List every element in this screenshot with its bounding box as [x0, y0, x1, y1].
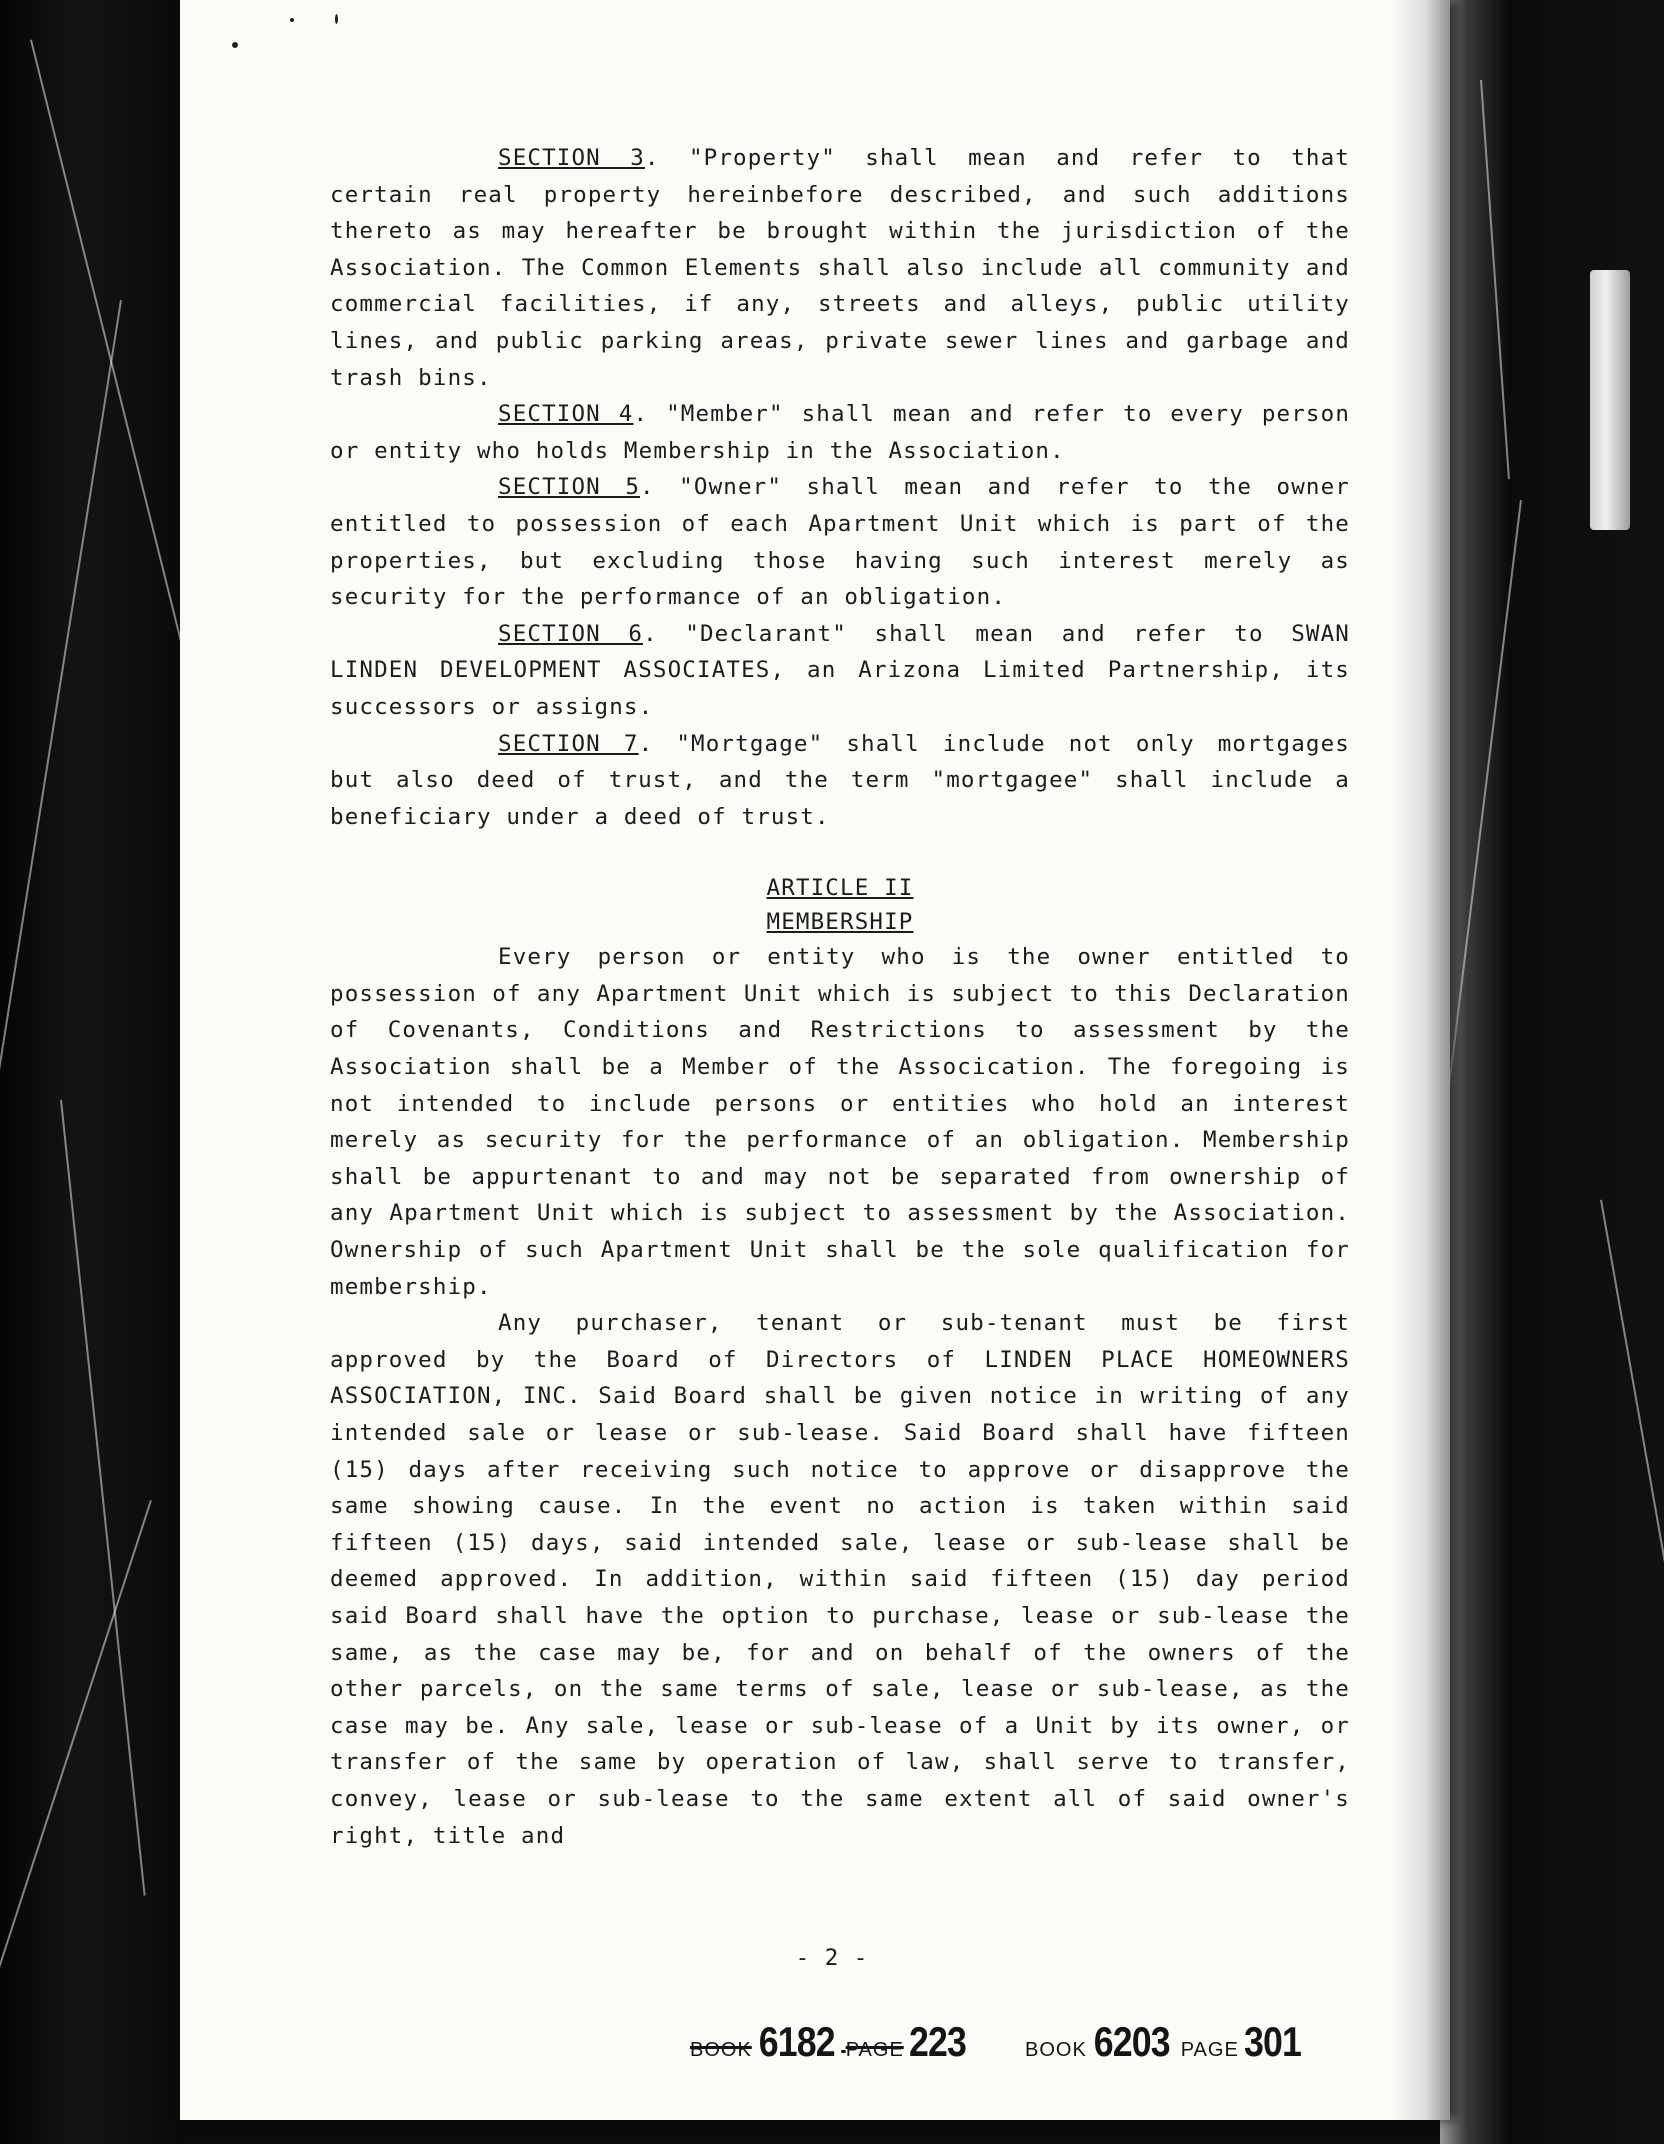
article-paragraph: Any purchaser, tenant or sub-tenant must be first approved by the Board of Directors of LINDEN PLACE HOMEOWNERS ASSOCIATION, INC. Said Board shall be given notice in writing of any intended sale or lease or sub-lease. Said Board shall have fifteen (15) days after receiving such notice to approve or disapprove the same showing cause. In the event no action is taken within said fifteen (15) days, said intended sale, lease or sub-lease shall be deemed approved. In addition, within said fifteen (15) day period said Board shall have the option to purchase, lease or sub-lease the same, as the case may be, for and on behalf of the owners of the other parcels, on the same terms of sale, lease or sub-lease, as the case may be. Any sale, lease or sub-lease of a Unit by its owner, or transfer of the same by operation of law, shall serve to transfer, convey, lease or sub-lease to the same extent all of said owner's right, title and: [330, 1310, 1350, 1849]
page-edge-shadow: [1390, 0, 1450, 2120]
section-text: . "Mortgage" shall include not only mortgages but also deed of trust, and the term "mortgagee" shall include a beneficiary under a deed of trust.: [330, 730, 1350, 830]
section-7: [330, 726, 1350, 836]
recording-stamp-new: [1025, 2018, 1306, 2066]
stamp-book-number: 6203: [1093, 2018, 1170, 2065]
article-heading: ARTICLE II: [766, 875, 914, 902]
recording-stamp-old: [690, 2018, 971, 2066]
section-text: . "Property" shall mean and refer to that certain real property hereinbefore described, and such additions thereto as may hereafter be brought within the jurisdiction of the Association. The Common Elements shall also include all community and commercial facilities, if any, streets and alleys, public utility lines, and public parking areas, private sewer lines and garbage and trash bins.: [330, 145, 1351, 391]
stamp-book-number: 6182: [758, 2018, 835, 2065]
stamp-book-label: BOOK: [690, 2039, 752, 2061]
stamp-page-number: 301: [1243, 2018, 1301, 2065]
stamp-book-label: BOOK: [1025, 2039, 1087, 2061]
stamp-page-number: 223: [908, 2018, 966, 2065]
speck: [290, 18, 294, 22]
section-3: [330, 140, 1350, 396]
section-text: . "Owner" shall mean and refer to the owner entitled to possession of each Apartment Unit which is part of the properties, but excluding those having such interest merely as security for the performance of an obligation.: [330, 474, 1351, 611]
section-label: SECTION 3: [498, 145, 645, 171]
stamp-page-label: PAGE: [845, 2039, 904, 2061]
document-body: [330, 140, 1350, 1854]
section-text: . "Declarant" shall mean and refer to SWAN LINDEN DEVELOPMENT ASSOCIATES, an Arizona Limited Partnership, its successors or assigns.: [330, 620, 1350, 720]
speck: [232, 42, 238, 48]
section-label: SECTION 7: [498, 730, 639, 757]
scan-border-right: [1440, 0, 1664, 2144]
section-5: [330, 469, 1350, 615]
page-number: - 2 -: [795, 1945, 869, 1971]
section-label: SECTION 6: [498, 620, 644, 647]
section-label: SECTION 5: [498, 474, 641, 501]
section-4: [330, 396, 1350, 469]
section-text: . "Member" shall mean and refer to every person or entity who holds Membership in the Association.: [330, 401, 1351, 464]
article-subheading: MEMBERSHIP: [766, 909, 914, 936]
scan-border-left: [0, 0, 185, 2144]
section-label: SECTION 4: [498, 401, 634, 428]
stamp-page-label: PAGE: [1180, 2039, 1239, 2061]
binder-tab: [1590, 270, 1630, 530]
article-paragraph: Every person or entity who is the owner entitled to possession of any Apartment Unit which is subject to this Declaration of Covenants, Conditions and Restrictions to assessment by the Association shall be a Member of the Assocication. The foregoing is not intended to include persons or entities who hold an interest merely as security for the performance of an obligation. Membership shall be appurtenant to and may not be separated from ownership of any Apartment Unit which is subject to assessment by the Association. Ownership of such Apartment Unit shall be the sole qualification for membership.: [330, 944, 1350, 1300]
section-6: [330, 616, 1350, 726]
speck: [335, 14, 338, 24]
